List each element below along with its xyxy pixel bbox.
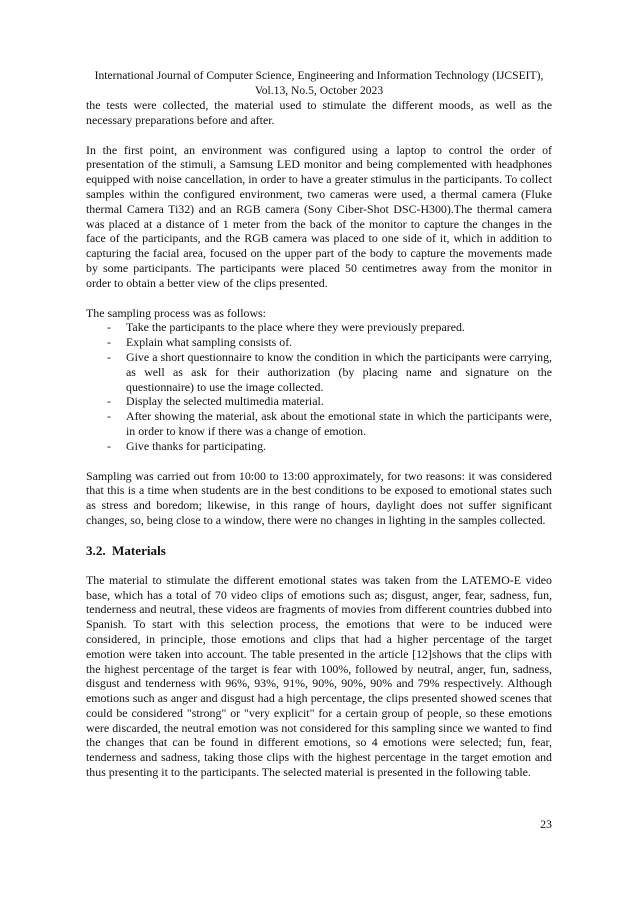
page-number: 23 (540, 817, 552, 831)
section-title: Materials (112, 542, 166, 558)
list-item-text: After showing the material, ask about the emotional state in which the participants were, in order to know if there was a change of emotion. (126, 409, 552, 438)
paragraph-sampling-time: Sampling was carried out from 10:00 to 13:00 approximately, for two reasons: it was considered that this is a time when students are in the best conditions to be exposed to emotional states such as stress and boredom; likewise, in this range of hours, daylight does not suffer significant changes, so, being close to a window, there were no changes in lighting in the samples collected. (86, 468, 552, 527)
bullet-dash: - (107, 438, 111, 453)
journal-header-line-2: Vol.13, No.5, October 2023 (254, 83, 384, 97)
bullet-dash: - (107, 335, 111, 350)
list-item-text: Take the participants to the place where they were previously prepared. (126, 320, 465, 335)
paragraph-sampling-intro: The sampling process was as follows: (86, 305, 266, 320)
bullet-dash: - (107, 394, 111, 409)
bullet-dash: - (107, 349, 111, 364)
paragraph-environment: In the first point, an environment was configured using a laptop to control the order of presentation of the stimuli, a Samsung LED monitor and being complemented with headphones equipped with noise cancellation, in order to have a greater stimulus in the participants. To collect samples within the configured environment, two cameras were used, a thermal camera (Fluke thermal Camera Ti32) and an RGB camera (Sony Ciber-Shot DSC-H300).The thermal camera was placed at a distance of 1 meter from the back of the monitor to capture the changes in the face of the participants, and the RGB camera was placed to one side of it, which in addition to capturing the facial area, focused on the upper part of the body to capture the movements made by some participants. The participants were placed 50 centimetres away from the monitor in order to obtain a better view of the clips presented. (86, 142, 552, 290)
list-item (86, 439, 552, 454)
list-item-text: Display the selected multimedia material. (126, 394, 324, 409)
bullet-dash: - (107, 320, 111, 335)
paragraph-materials: The material to stimulate the different emotional states was taken from the LATEMO-E video base, which has a total of 70 video clips of emotions such as; disgust, anger, fear, sadness, fun, tenderness and neutral, these videos are fragments of movies from different countries dubbed into Spanish. To start with this selection process, the emotions that were to be induced were considered, in principle, those emotions and clips that had a higher percentage of the target emotion were taken into account. The table presented in the article [12]shows that the clips with the highest percentage of the target is fear with 100%, followed by neutral, anger, fun, sadness, disgust and tenderness with 96%, 93%, 91%, 90%, 90%, 90% and 79% respectively. Although emotions such as anger and disgust had a high percentage, the clips presented showed scenes that could be considered "strong" or "very explicit" for a certain group of people, so these emotions were discarded, the neutral emotion was not considered for this sampling since we wanted to find the changes that can be found in different emotions, so 4 emotions were selected; fun, fear, tenderness and sadness, taking those clips with the highest percentage in the target emotion and thus presenting it to the participants. The selected material is presented in the following table. (86, 572, 552, 780)
paragraph-continuation: the tests were collected, the material used to stimulate the different moods, as well as the necessary preparations before and after. (86, 98, 552, 127)
list-item (86, 409, 552, 439)
journal-header-line-1: International Journal of Computer Science, Engineering and Information Technology (IJCSEIT), (94, 69, 544, 82)
list-item-text: Give a short questionnaire to know the condition in which the participants were carrying, as well as ask for their authorization (by placing name and signature on the questionnaire) to use the image collected. (126, 349, 552, 394)
list-item (86, 320, 552, 335)
list-item (86, 350, 552, 394)
body-text (86, 98, 552, 780)
list-item-text: Explain what sampling consists of. (126, 335, 293, 350)
list-item (86, 335, 552, 350)
section-number: 3.2. (86, 542, 106, 558)
list-item-text: Give thanks for participating. (126, 438, 267, 453)
section-heading (86, 543, 552, 559)
list-item (86, 394, 552, 409)
journal-header (86, 69, 552, 99)
sampling-steps-list (86, 320, 552, 453)
bullet-dash: - (107, 409, 111, 424)
